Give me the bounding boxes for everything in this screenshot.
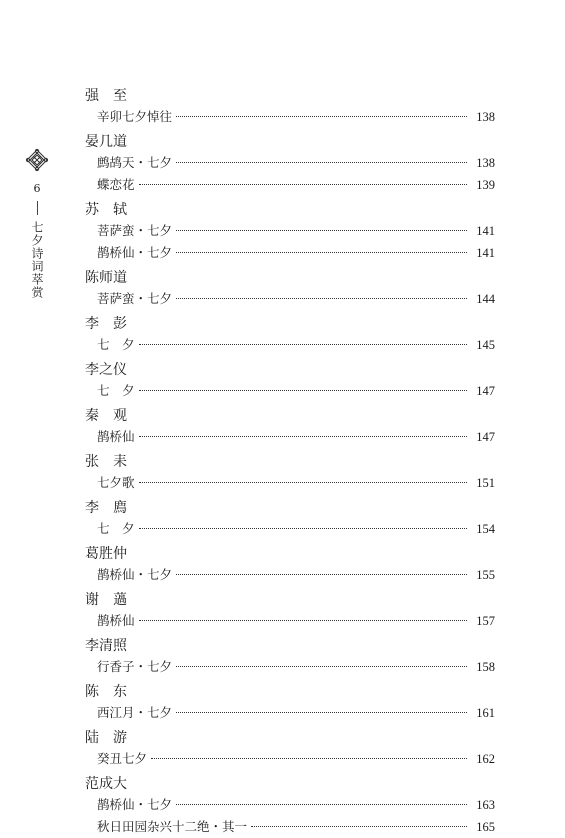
toc-entry-page: 161 (476, 706, 495, 720)
dot-leader (176, 712, 467, 713)
toc-entry-title: 七 夕 (97, 521, 135, 536)
toc-entry[interactable] (85, 288, 495, 310)
dot-leader (139, 344, 467, 345)
toc-author: 谢 薖 (85, 592, 127, 608)
toc-author: 李 彭 (85, 316, 127, 332)
toc-author: 陈师道 (85, 270, 127, 286)
toc-entry-title: 七 夕 (97, 383, 135, 398)
toc-entry[interactable] (85, 472, 495, 494)
dot-leader (139, 482, 467, 483)
toc-entry-page: 145 (476, 338, 495, 352)
toc-author: 苏 轼 (85, 202, 127, 218)
toc-entry-title: 蝶恋花 (97, 177, 135, 192)
toc-author: 李之仪 (85, 362, 127, 378)
toc-author: 秦 观 (85, 408, 127, 424)
dot-leader (176, 162, 467, 163)
toc-entry-title: 癸丑七夕 (97, 751, 148, 766)
dot-leader (139, 390, 467, 391)
toc-author: 晏几道 (85, 134, 127, 150)
toc-entry-page: 138 (476, 156, 495, 170)
toc-entry-page: 154 (476, 522, 495, 536)
dot-leader (139, 184, 467, 185)
toc-entry[interactable] (85, 794, 495, 816)
toc-entry[interactable] (85, 220, 495, 242)
toc-entry[interactable] (85, 426, 495, 448)
toc-entry[interactable] (85, 152, 495, 174)
toc-entry-page: 141 (476, 246, 495, 260)
toc-entry-title: 鹧鸪天・七夕 (97, 155, 173, 170)
toc-entry[interactable] (85, 816, 495, 838)
dot-leader (251, 826, 467, 827)
toc-entry-title: 西江月・七夕 (97, 705, 173, 720)
dot-leader (176, 116, 467, 117)
toc-author: 陆 游 (85, 730, 127, 746)
toc-entry[interactable] (85, 656, 495, 678)
dot-leader (139, 620, 467, 621)
toc-entry[interactable] (85, 242, 495, 264)
toc-author: 李 廌 (85, 500, 127, 516)
dot-leader (139, 436, 467, 437)
toc-author: 强 至 (85, 88, 127, 104)
dot-leader (151, 758, 467, 759)
toc-entry-page: 147 (476, 384, 495, 398)
table-of-contents (85, 86, 495, 838)
toc-entry-page: 141 (476, 224, 495, 238)
toc-entry-title: 菩萨蛮・七夕 (97, 291, 173, 306)
toc-entry[interactable] (85, 702, 495, 724)
dot-leader (176, 666, 467, 667)
dot-leader (139, 528, 467, 529)
toc-entry-title: 七夕歌 (97, 475, 135, 490)
toc-entry[interactable] (85, 174, 495, 196)
sidebar-divider (37, 201, 38, 215)
toc-entry-title: 鹊桥仙・七夕 (97, 567, 173, 582)
page-number: 6 (33, 182, 41, 195)
toc-entry-page: 163 (476, 798, 495, 812)
toc-entry[interactable] (85, 748, 495, 770)
toc-entry-page: 147 (476, 430, 495, 444)
toc-entry-page: 165 (476, 820, 495, 834)
toc-entry-title: 鹊桥仙・七夕 (97, 245, 173, 260)
toc-entry[interactable] (85, 518, 495, 540)
chinese-knot-icon (25, 148, 49, 172)
toc-entry[interactable] (85, 564, 495, 586)
toc-entry-title: 秋日田园杂兴十二绝・其一 (97, 819, 248, 834)
toc-entry-page: 138 (476, 110, 495, 124)
page-sidebar (22, 148, 52, 299)
toc-entry-title: 行香子・七夕 (97, 659, 173, 674)
toc-entry-title: 七 夕 (97, 337, 135, 352)
toc-author: 张 耒 (85, 454, 127, 470)
toc-entry-page: 162 (476, 752, 495, 766)
dot-leader (176, 230, 467, 231)
toc-entry-page: 139 (476, 178, 495, 192)
toc-author: 陈 东 (85, 684, 127, 700)
toc-entry-page: 157 (476, 614, 495, 628)
toc-entry[interactable] (85, 380, 495, 402)
toc-entry-page: 151 (476, 476, 495, 490)
book-title: 七夕诗词萃赏 (30, 221, 44, 299)
dot-leader (176, 298, 467, 299)
toc-entry-page: 155 (476, 568, 495, 582)
toc-entry[interactable] (85, 610, 495, 632)
dot-leader (176, 804, 467, 805)
toc-author: 李清照 (85, 638, 127, 654)
toc-entry-page: 144 (476, 292, 495, 306)
toc-entry[interactable] (85, 106, 495, 128)
toc-entry-title: 鹊桥仙 (97, 429, 135, 444)
toc-entry-title: 辛卯七夕悼往 (97, 109, 173, 124)
toc-entry[interactable] (85, 334, 495, 356)
dot-leader (176, 574, 467, 575)
toc-entry-title: 鹊桥仙・七夕 (97, 797, 173, 812)
toc-entry-page: 158 (476, 660, 495, 674)
toc-author: 葛胜仲 (85, 546, 127, 562)
dot-leader (176, 252, 467, 253)
toc-entry-title: 鹊桥仙 (97, 613, 135, 628)
toc-author: 范成大 (85, 776, 127, 792)
toc-entry-title: 菩萨蛮・七夕 (97, 223, 173, 238)
